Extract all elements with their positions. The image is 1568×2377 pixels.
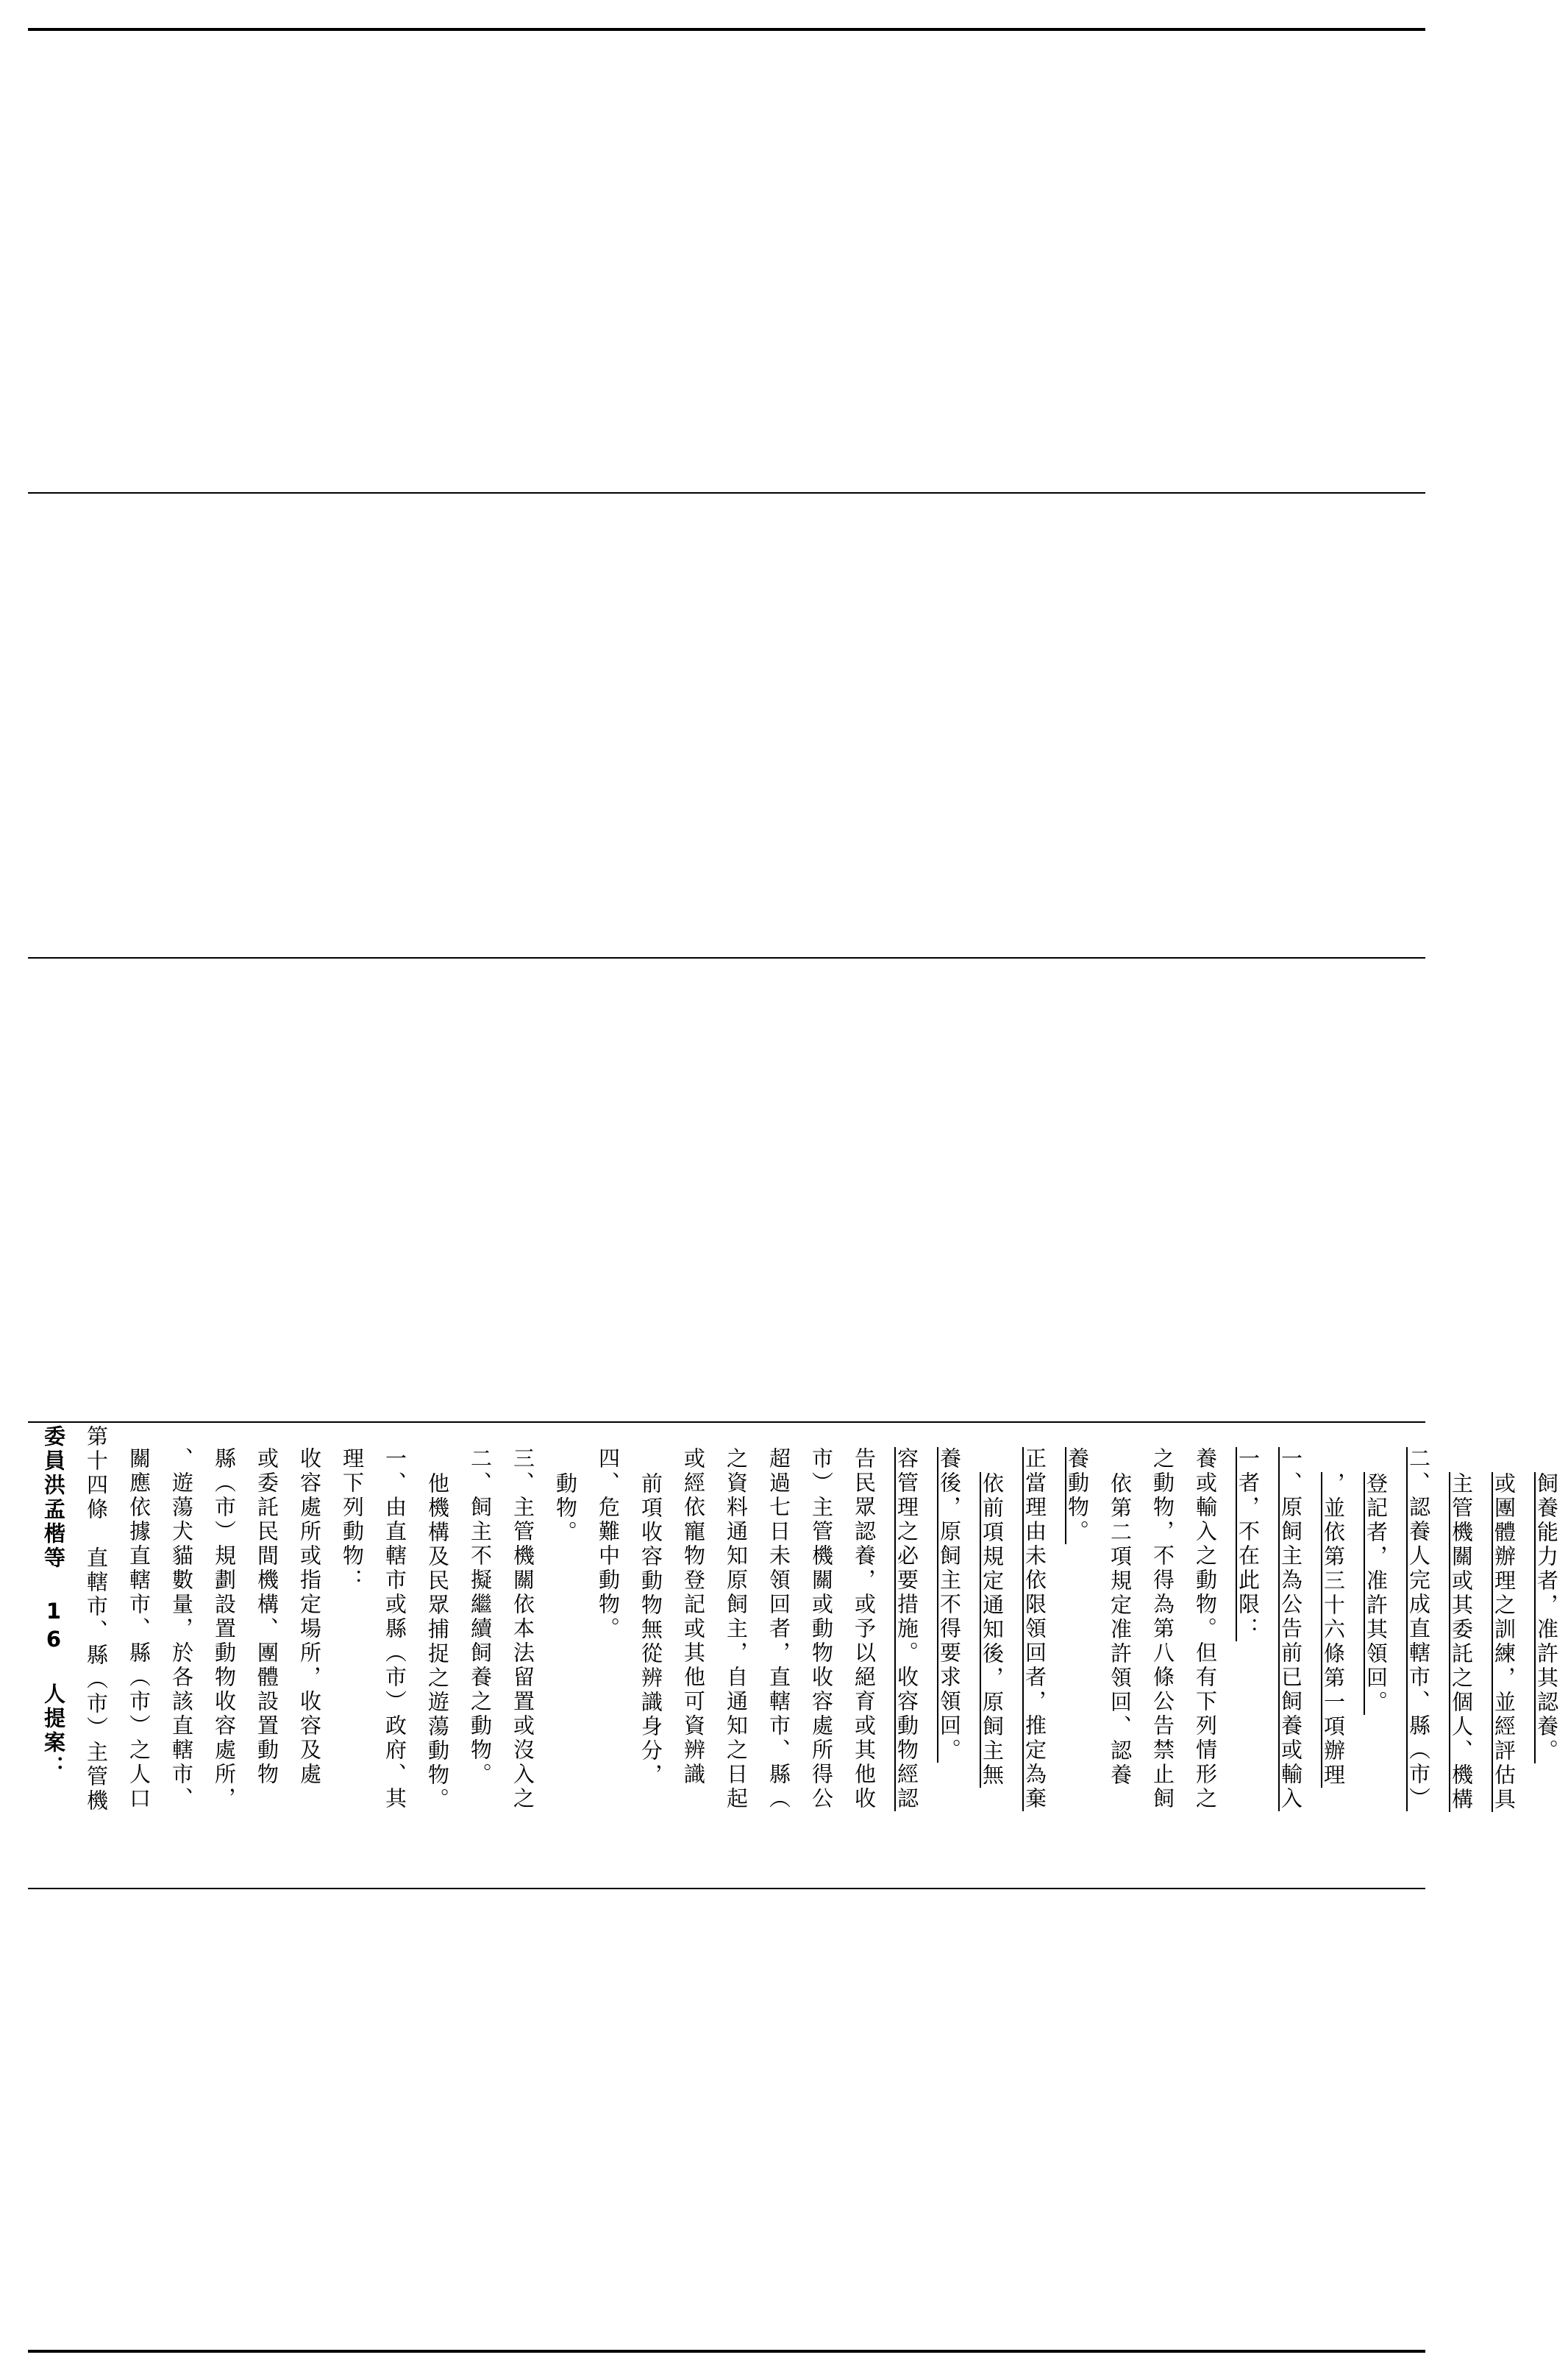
article-text-line: 四、危難中動物。 xyxy=(596,1447,621,1641)
table-row-divider xyxy=(28,957,1425,959)
article-text-line: 市）主管機關或動物收容處所得公 xyxy=(809,1447,834,1811)
article-text-line: 超過七日未領回者，直轄市、縣（ xyxy=(766,1447,791,1811)
article-text-line: 二、認養人完成直轄市、縣（市） xyxy=(1406,1447,1431,1811)
article-text-line: 主管機關或其委託之個人、機構 xyxy=(1449,1472,1474,1812)
article-text-line: 第十四條 直轄市、縣（市）主管機 xyxy=(84,1425,109,1813)
proposal-text-cell xyxy=(32,1425,1559,1887)
table-row-divider xyxy=(28,1888,1425,1889)
article-text-line: 或委託民間機構、團體設置動物 xyxy=(254,1447,279,1787)
article-text-line: 他機構及民眾捕捉之遊蕩動物。 xyxy=(425,1472,450,1812)
table-top-border xyxy=(28,28,1425,31)
article-text-line: 告民眾認養，或予以絕育或其他收 xyxy=(852,1447,877,1811)
article-text-line: 之資料通知原飼主，自通知之日起 xyxy=(724,1447,749,1811)
article-text-line: 養或輸入之動物。但有下列情形之 xyxy=(1193,1447,1218,1811)
table-row-divider xyxy=(28,492,1425,494)
article-text-line: 之動物，不得為第八條公告禁止飼 xyxy=(1150,1447,1175,1811)
article-text-line: 一、原飼主為公告前已飼養或輸入 xyxy=(1278,1447,1303,1811)
table-bottom-border xyxy=(28,2350,1425,2353)
article-text-line: ，並依第三十六條第一項辦理 xyxy=(1321,1472,1346,1788)
article-text-line: 動物。 xyxy=(553,1472,578,1545)
article-text-line: 、遊蕩犬貓數量，於各該直轄市、 xyxy=(169,1447,194,1811)
article-text-line: 前項收容動物無從辨識身分， xyxy=(638,1472,663,1788)
table-row-divider xyxy=(28,1421,1425,1423)
article-text-line: 養後，原飼主不得要求領回。 xyxy=(937,1447,962,1763)
article-text-line: 飼養能力者，准許其認養。 xyxy=(1534,1472,1559,1763)
article-text-line: 容管理之必要措施。收容動物經認 xyxy=(894,1447,919,1811)
article-text-line: 二、飼主不擬繼續飼養之動物。 xyxy=(468,1447,493,1787)
proposal-title: 委員洪孟楷等 16 人提案： xyxy=(41,1425,66,1780)
article-text-line: 三、主管機關依本法留置或沒入之 xyxy=(510,1447,535,1811)
article-text-line: 登記者，准許其領回。 xyxy=(1364,1472,1389,1715)
article-text-line: 理下列動物： xyxy=(340,1447,365,1593)
article-text-line: 或經依寵物登記或其他可資辨識 xyxy=(681,1447,706,1787)
article-text-line: 依第二項規定准許領回、認養 xyxy=(1108,1472,1133,1788)
article-text-line: 一、由直轄市或縣（市）政府、其 xyxy=(382,1447,407,1811)
article-text-line: 依前項規定通知後，原飼主無 xyxy=(980,1472,1005,1788)
article-text-line: 或團體辦理之訓練，並經評估具 xyxy=(1492,1472,1517,1812)
article-text-line: 縣（市）規劃設置動物收容處所， xyxy=(212,1447,237,1811)
article-text-line: 關應依據直轄市、縣（市）之人口 xyxy=(126,1447,152,1811)
article-text-line: 一者，不在此限： xyxy=(1236,1447,1261,1641)
article-text-line: 養動物。 xyxy=(1065,1447,1090,1544)
article-text-line: 正當理由未依限領回者，推定為棄 xyxy=(1022,1447,1047,1811)
article-text-line: 收容處所或指定場所，收容及處 xyxy=(297,1447,322,1787)
